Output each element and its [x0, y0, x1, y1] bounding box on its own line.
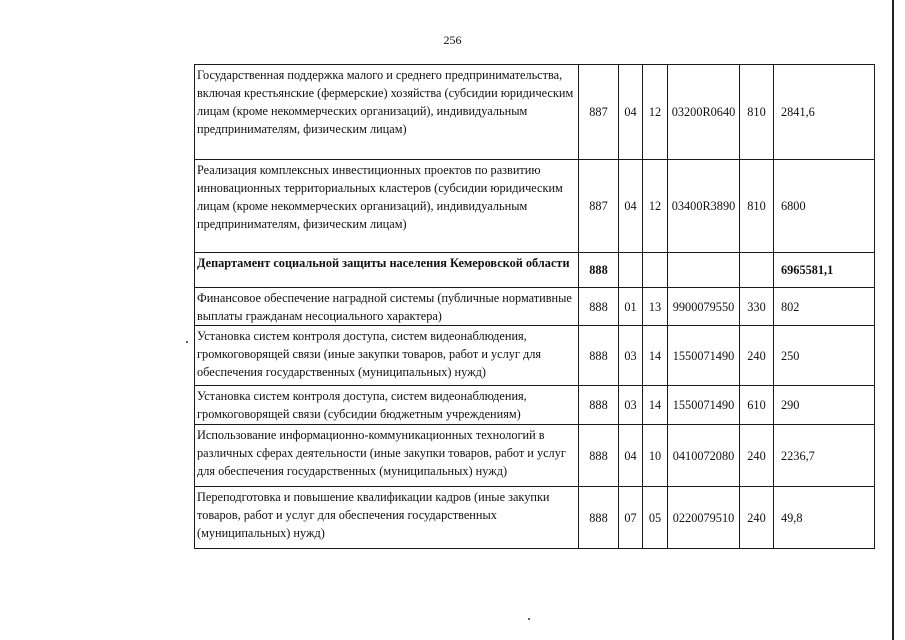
target-article-code: 0410072080: [668, 425, 740, 487]
amount: 2236,7: [774, 425, 875, 487]
expense-type-code: 330: [740, 288, 774, 326]
ministry-code: 888: [579, 326, 619, 386]
expense-type-code: 240: [740, 326, 774, 386]
subsection-code: 12: [643, 65, 668, 160]
ministry-code: 888: [579, 386, 619, 425]
section-code: 01: [619, 288, 643, 326]
budget-table: [194, 64, 875, 549]
subsection-code: [643, 253, 668, 288]
amount: 250: [774, 326, 875, 386]
scan-speck: [186, 341, 188, 343]
amount: 6800: [774, 160, 875, 253]
subsection-code: 12: [643, 160, 668, 253]
table-row: [195, 326, 875, 386]
amount: 49,8: [774, 487, 875, 549]
table-row: [195, 288, 875, 326]
table-row: [195, 386, 875, 425]
row-name: Использование информационно-коммуникационных технологий в различных сферах деятельности (иные закупки товаров, работ и услуг для обеспечения государственных (муниципальных) нужд): [195, 425, 579, 487]
page-number: 256: [443, 33, 462, 47]
ministry-code: 887: [579, 160, 619, 253]
section-code: 07: [619, 487, 643, 549]
row-name: Финансовое обеспечение наградной системы (публичные нормативные выплаты гражданам несоциального характера): [195, 288, 579, 326]
subsection-code: 13: [643, 288, 668, 326]
section-code: 04: [619, 425, 643, 487]
row-name: Государственная поддержка малого и среднего предпринимательства, включая крестьянские (фермерские) хозяйства (субсидии юридическим лицам (кроме некоммерческих организаций), индивидуальным предпринимателям, физическим лицам): [195, 65, 579, 160]
section-code: 03: [619, 326, 643, 386]
subsection-code: 05: [643, 487, 668, 549]
target-article-code: 1550071490: [668, 326, 740, 386]
expense-type-code: 810: [740, 160, 774, 253]
table-row: [195, 160, 875, 253]
expense-type-code: 610: [740, 386, 774, 425]
target-article-code: 03400R3890: [668, 160, 740, 253]
row-name: Переподготовка и повышение квалификации кадров (иные закупки товаров, работ и услуг для обеспечения государственных (муниципальных) нужд): [195, 487, 579, 549]
subsection-code: 10: [643, 425, 668, 487]
section-code: 04: [619, 160, 643, 253]
ministry-code: 888: [579, 253, 619, 288]
scan-edge-line: [892, 0, 894, 640]
expense-type-code: 240: [740, 425, 774, 487]
subsection-code: 14: [643, 386, 668, 425]
section-code: 04: [619, 65, 643, 160]
section-code: 03: [619, 386, 643, 425]
table-row: [195, 487, 875, 549]
row-name: Реализация комплексных инвестиционных проектов по развитию инновационных территориальных кластеров (субсидии юридическим лицам (кроме некоммерческих организаций), индивидуальным предпринимателям, физическим лицам): [195, 160, 579, 253]
target-article-code: 0220079510: [668, 487, 740, 549]
amount: 6965581,1: [774, 253, 875, 288]
section-code: [619, 253, 643, 288]
target-article-code: 9900079550: [668, 288, 740, 326]
row-name: Департамент социальной защиты населения Кемеровской области: [195, 253, 579, 288]
expense-type-code: 240: [740, 487, 774, 549]
expense-type-code: 810: [740, 65, 774, 160]
expense-type-code: [740, 253, 774, 288]
ministry-code: 888: [579, 487, 619, 549]
budget-table-body: [195, 65, 875, 549]
row-name: Установка систем контроля доступа, систем видеонаблюдения, громкоговорящей связи (иные закупки товаров, работ и услуг для обеспечения государственных (муниципальных) нужд): [195, 326, 579, 386]
table-row: [195, 65, 875, 160]
target-article-code: [668, 253, 740, 288]
amount: 802: [774, 288, 875, 326]
subsection-code: 14: [643, 326, 668, 386]
table-row: [195, 253, 875, 288]
target-article-code: 03200R0640: [668, 65, 740, 160]
row-name: Установка систем контроля доступа, систем видеонаблюдения, громкоговорящей связи (субсидии бюджетным учреждениям): [195, 386, 579, 425]
table-row: [195, 425, 875, 487]
ministry-code: 888: [579, 425, 619, 487]
amount: 2841,6: [774, 65, 875, 160]
amount: 290: [774, 386, 875, 425]
ministry-code: 888: [579, 288, 619, 326]
ministry-code: 887: [579, 65, 619, 160]
scan-speck: [528, 618, 530, 620]
target-article-code: 1550071490: [668, 386, 740, 425]
